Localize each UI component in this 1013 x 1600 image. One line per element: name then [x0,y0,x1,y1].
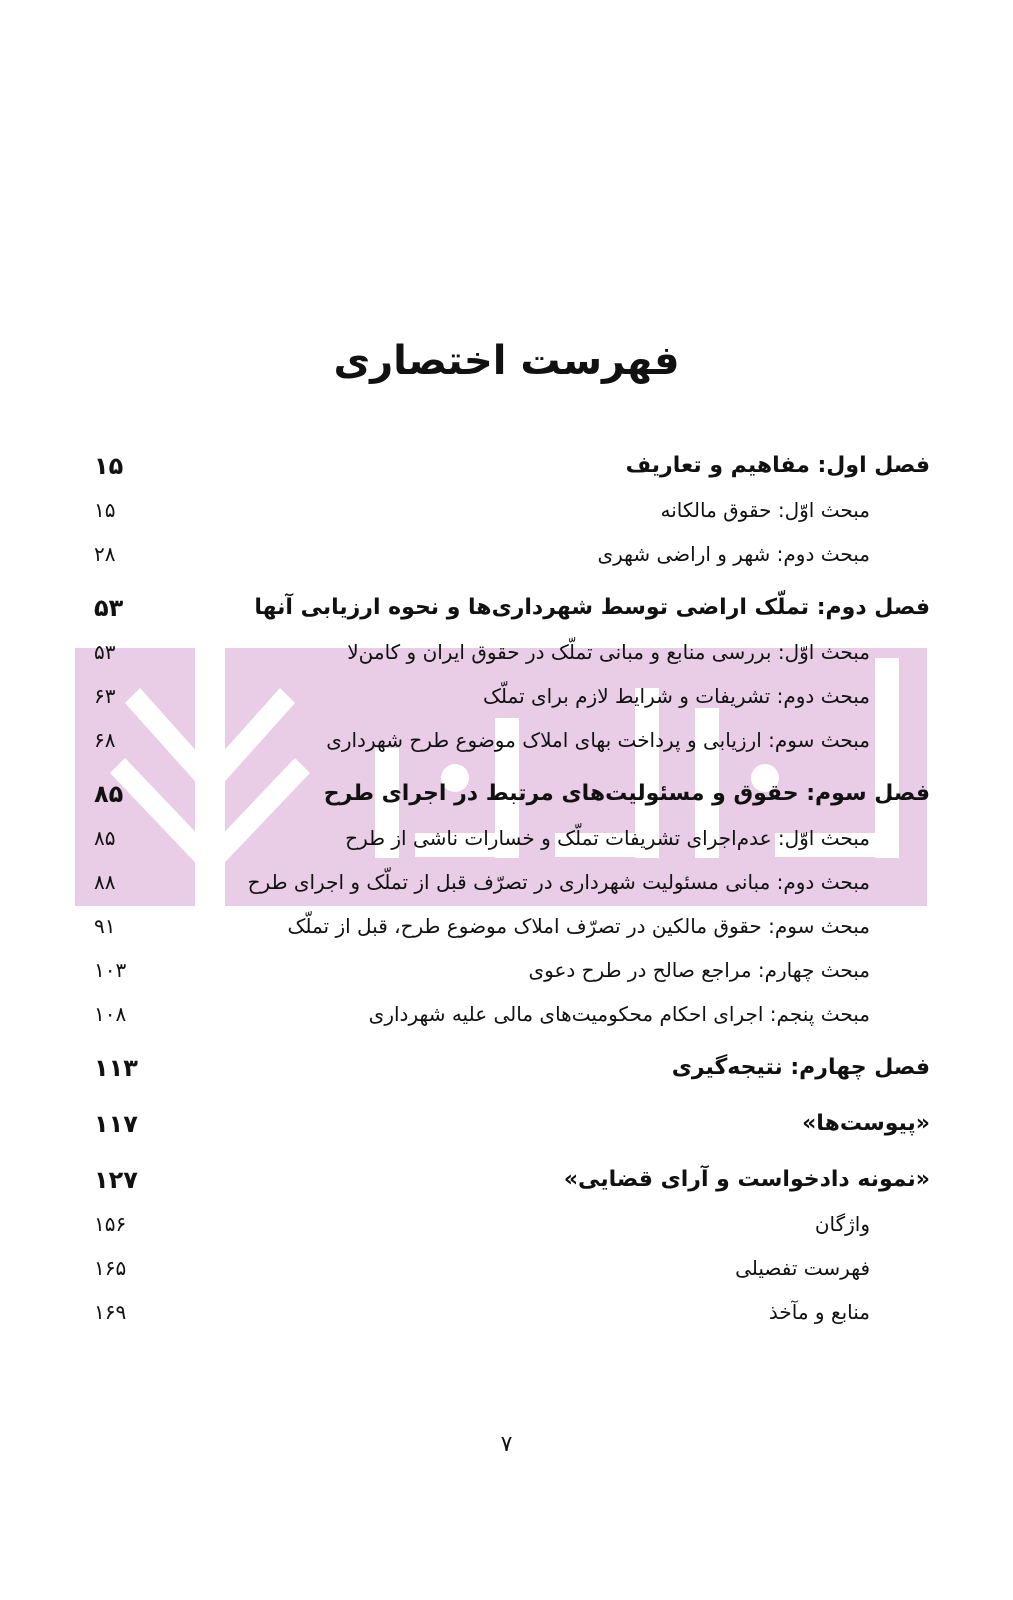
toc-entry-label: فصل دوم: تملّک اراضی توسط شهرداری‌ها و نحوه ارزیابی آنها [254,595,930,620]
toc-entry-section[interactable] [90,720,930,760]
toc-entry-label: مبحث دوم: تشریفات و شرایط لازم برای تملّک [482,684,870,708]
toc-entry-section[interactable] [90,534,930,574]
toc-entry-section[interactable] [90,1204,930,1244]
toc-entry-label: مبحث دوم: شهر و اراضی شهری [597,542,870,566]
toc-entry-chapter[interactable] [90,1048,930,1088]
toc-entry-page: ۶۳ [94,684,116,708]
toc-entry-label: مبحث چهارم: مراجع صالح در طرح دعوی [528,958,870,982]
toc-entry-page: ۵۳ [94,640,116,664]
toc-entry-chapter[interactable] [90,446,930,486]
toc-entry-label: مبحث اوّل: حقوق مالکانه [660,498,870,522]
toc-entry-section[interactable] [90,862,930,902]
toc-entry-page: ۱۵ [94,498,116,522]
toc-entry-label: واژگان [814,1212,870,1236]
toc-entry-page: ۵۳ [94,594,124,622]
toc-entry-section[interactable] [90,1248,930,1288]
toc-entry-page: ۹۱ [94,914,116,938]
toc-entry-page: ۱۰۸ [94,1002,127,1026]
page-number: ۷ [500,1432,513,1457]
toc-entry-chapter[interactable] [90,774,930,814]
toc-entry-label: مبحث پنجم: اجرای احکام محکومیت‌های مالی علیه شهرداری [368,1002,870,1026]
toc-entry-section[interactable] [90,632,930,672]
toc-entry-chapter[interactable] [90,588,930,628]
toc-entry-label: فصل اول: مفاهیم و تعاریف [625,453,930,478]
toc-entry-section[interactable] [90,490,930,530]
toc-entry-page: ۱۱۷ [94,1110,138,1138]
toc-entry-page: ۱۲۷ [94,1166,138,1194]
toc-entry-page: ۱۵ [94,452,124,480]
toc-entry-section[interactable] [90,1292,930,1332]
toc-entry-label: فصل چهارم: نتیجه‌گیری [671,1055,930,1080]
toc-entry-page: ۱۶۵ [94,1256,127,1280]
toc-entry-section[interactable] [90,906,930,946]
toc-entry-page: ۸۵ [94,826,116,850]
toc-entry-page: ۸۸ [94,870,116,894]
toc-entry-section[interactable] [90,818,930,858]
toc-entry-chapter[interactable] [90,1160,930,1200]
toc-entry-label: «پیوست‌ها» [802,1111,930,1136]
toc-entry-section[interactable] [90,994,930,1034]
toc-entry-section[interactable] [90,676,930,716]
toc-entry-page: ۸۵ [94,780,124,808]
toc-entry-label: منابع و مآخذ [768,1300,870,1324]
toc-entry-label: مبحث اوّل: عدم‌اجرای تشریفات تملّک و خسارات ناشی از طرح [345,826,870,850]
toc-entry-label: مبحث سوم: ارزیابی و پرداخت بهای املاک موضوع طرح شهرداری [326,728,870,752]
toc-entry-label: مبحث دوم: مبانی مسئولیت شهرداری در تصرّف قبل از تملّک و اجرای طرح [247,870,870,894]
toc-entry-section[interactable] [90,950,930,990]
toc-entry-label: فصل سوم: حقوق و مسئولیت‌های مرتبط در اجرای طرح [323,781,930,806]
toc-entry-page: ۱۱۳ [94,1054,138,1082]
toc-entry-page: ۱۰۳ [94,958,127,982]
toc-entry-label: فهرست تفصیلی [735,1256,870,1280]
toc-entry-label: «نمونه دادخواست و آرای قضایی» [563,1167,930,1192]
toc-entry-label: مبحث سوم: حقوق مالکین در تصرّف املاک موضوع طرح، قبل از تملّک [287,914,870,938]
toc-entry-page: ۱۶۹ [94,1300,127,1324]
toc-title: فهرست اختصاری [333,338,680,384]
toc-entry-page: ۲۸ [94,542,116,566]
toc-entry-label: مبحث اوّل: بررسی منابع و مبانی تملّک در حقوق ایران و کامن‌لا [347,640,870,664]
toc-entry-page: ۱۵۶ [94,1212,127,1236]
toc-entry-page: ۶۸ [94,728,116,752]
toc-entry-chapter[interactable] [90,1104,930,1144]
